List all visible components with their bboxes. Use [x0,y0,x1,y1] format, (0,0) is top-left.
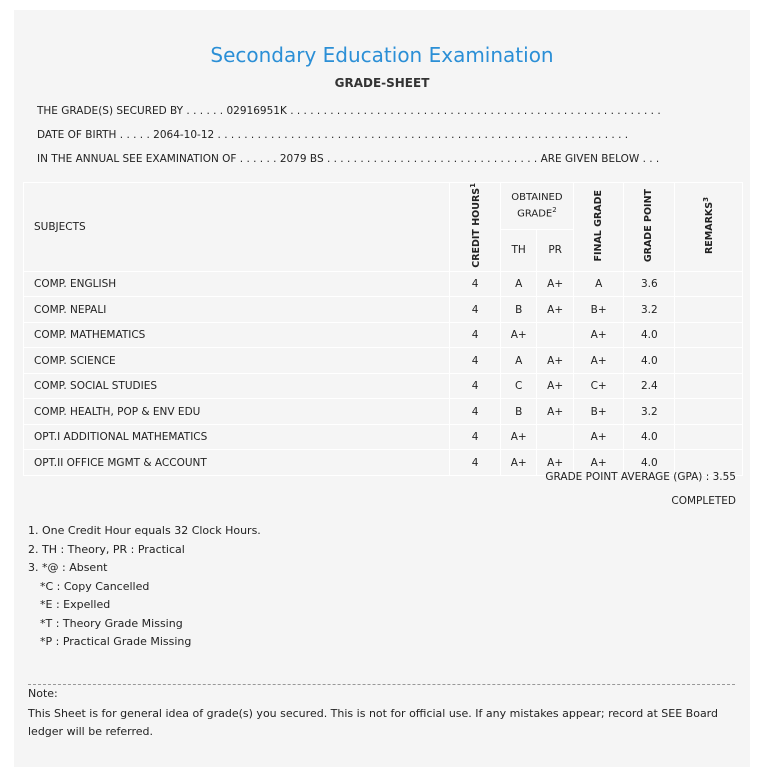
credit-cell: 4 [450,373,501,399]
exam-suffix: ARE GIVEN BELOW . . . [540,153,660,165]
secured-by-line [37,105,737,117]
th-grade-cell: A+ [500,424,536,450]
header-th: TH [500,230,536,272]
secured-by-dots: . . . . . . . . . . . . . . . . . . . . . . . . . . . . . . . . . . . . . . . . . . . . . . . . . . . . . . . . [290,105,661,117]
dob-label: DATE OF BIRTH . . . . . [37,129,150,141]
grade-point-cell: 2.4 [624,373,675,399]
note-label: Note: [28,687,58,700]
credit-cell: 4 [450,424,501,450]
final-grade-cell: A+ [573,322,624,348]
credit-cell: 4 [450,348,501,374]
note-divider [28,684,735,685]
pr-grade-cell: A+ [537,399,573,425]
footnote-practical-missing: *P : Practical Grade Missing [40,635,192,648]
subject-cell: COMP. NEPALI [24,297,450,323]
dob-value: 2064-10-12 [153,129,215,141]
final-grade-cell: A [573,271,624,297]
subject-cell: OPT.II OFFICE MGMT & ACCOUNT [24,450,450,476]
credit-cell: 4 [450,322,501,348]
header-remarks: REMARKS$^3$ [675,183,743,272]
pr-grade-cell: A+ [537,348,573,374]
remarks-cell [675,424,743,450]
exam-line [37,153,737,165]
grade-point-cell: 3.2 [624,297,675,323]
credit-cell: 4 [450,297,501,323]
th-grade-cell: A [500,348,536,374]
note-text: This Sheet is for general idea of grade(s) you secured. This is not for official use. If any mistakes appear; record at SEE Board ledger will be referred. [28,707,718,738]
pr-grade-cell: A+ [537,450,573,476]
th-grade-cell: A+ [500,322,536,348]
subject-cell: OPT.I ADDITIONAL MATHEMATICS [24,424,450,450]
gpa-value: GRADE POINT AVERAGE (GPA) : 3.55 [545,471,736,483]
subject-cell: COMP. MATHEMATICS [24,322,450,348]
th-grade-cell: C [500,373,536,399]
grade-point-cell: 4.0 [624,322,675,348]
table-row [24,373,743,399]
grade-point-cell: 3.2 [624,399,675,425]
footnote-expelled: *E : Expelled [40,598,111,611]
th-grade-cell: A [500,271,536,297]
table-row [24,348,743,374]
grade-point-cell: 4.0 [624,450,675,476]
status-text: COMPLETED [671,495,736,507]
footnotes [28,522,261,652]
footnote-th-pr: 2. TH : Theory, PR : Practical [28,542,185,556]
remarks-cell [675,322,743,348]
pr-grade-cell: A+ [537,373,573,399]
subject-cell: COMP. SCIENCE [24,348,450,374]
footnote-absent: 3. *@ : Absent [28,561,108,574]
grades-table [23,182,743,476]
pr-grade-cell [537,322,573,348]
grade-sheet [14,10,750,767]
credit-cell: 4 [450,271,501,297]
credit-cell: 4 [450,450,501,476]
dob-dots: . . . . . . . . . . . . . . . . . . . . . . . . . . . . . . . . . . . . . . . . . . . . . . . . . . . . . . . . . . . . . . [217,129,629,141]
table-row [24,424,743,450]
header-grade-point: GRADE POINT [624,183,675,272]
exam-label: IN THE ANNUAL SEE EXAMINATION OF . . . . . . [37,153,277,165]
dob-line [37,129,737,141]
exam-year: 2079 BS [279,153,324,165]
final-grade-cell: A+ [573,348,624,374]
th-grade-cell: B [500,399,536,425]
header-pr: PR [537,230,573,272]
grade-point-cell: 4.0 [624,348,675,374]
footnote-copy-cancelled: *C : Copy Cancelled [40,579,150,593]
subject-cell: COMP. HEALTH, POP & ENV EDU [24,399,450,425]
final-grade-cell: B+ [573,399,624,425]
page-title: Secondary Education Examination [210,43,554,67]
final-grade-cell: A+ [573,424,624,450]
table-row [24,271,743,297]
table-row [24,297,743,323]
pr-grade-cell: A+ [537,297,573,323]
header-credit-hours: CREDIT HOURS$^1$ [450,183,501,272]
remarks-cell [675,271,743,297]
th-grade-cell: A+ [500,450,536,476]
header-subjects: SUBJECTS [24,183,450,272]
header-obtained-grade: OBTAINED GRADE$^2$ [500,183,573,230]
table-row [24,399,743,425]
remarks-cell [675,297,743,323]
pr-grade-cell: A+ [537,271,573,297]
remarks-cell [675,373,743,399]
remarks-cell [675,399,743,425]
footnote-theory-missing: *T : Theory Grade Missing [40,616,183,630]
symbol-number: 02916951K [226,105,287,117]
page-subtitle: GRADE-SHEET [334,76,430,90]
remarks-cell [675,348,743,374]
table-row [24,322,743,348]
credit-cell: 4 [450,399,501,425]
exam-dots: . . . . . . . . . . . . . . . . . . . . . . . . . . . . . . . . [326,153,538,165]
secured-by-label: THE GRADE(S) SECURED BY . . . . . . [37,105,224,117]
th-grade-cell: B [500,297,536,323]
grade-rows [24,271,743,475]
subject-cell: COMP. ENGLISH [24,271,450,297]
header-final-grade: FINAL GRADE [573,183,624,272]
pr-grade-cell [537,424,573,450]
subject-cell: COMP. SOCIAL STUDIES [24,373,450,399]
final-grade-cell: A+ [573,450,624,476]
final-grade-cell: C+ [573,373,624,399]
final-grade-cell: B+ [573,297,624,323]
grade-point-cell: 4.0 [624,424,675,450]
footnote-credit: 1. One Credit Hour equals 32 Clock Hours. [28,524,261,537]
grade-point-cell: 3.6 [624,271,675,297]
